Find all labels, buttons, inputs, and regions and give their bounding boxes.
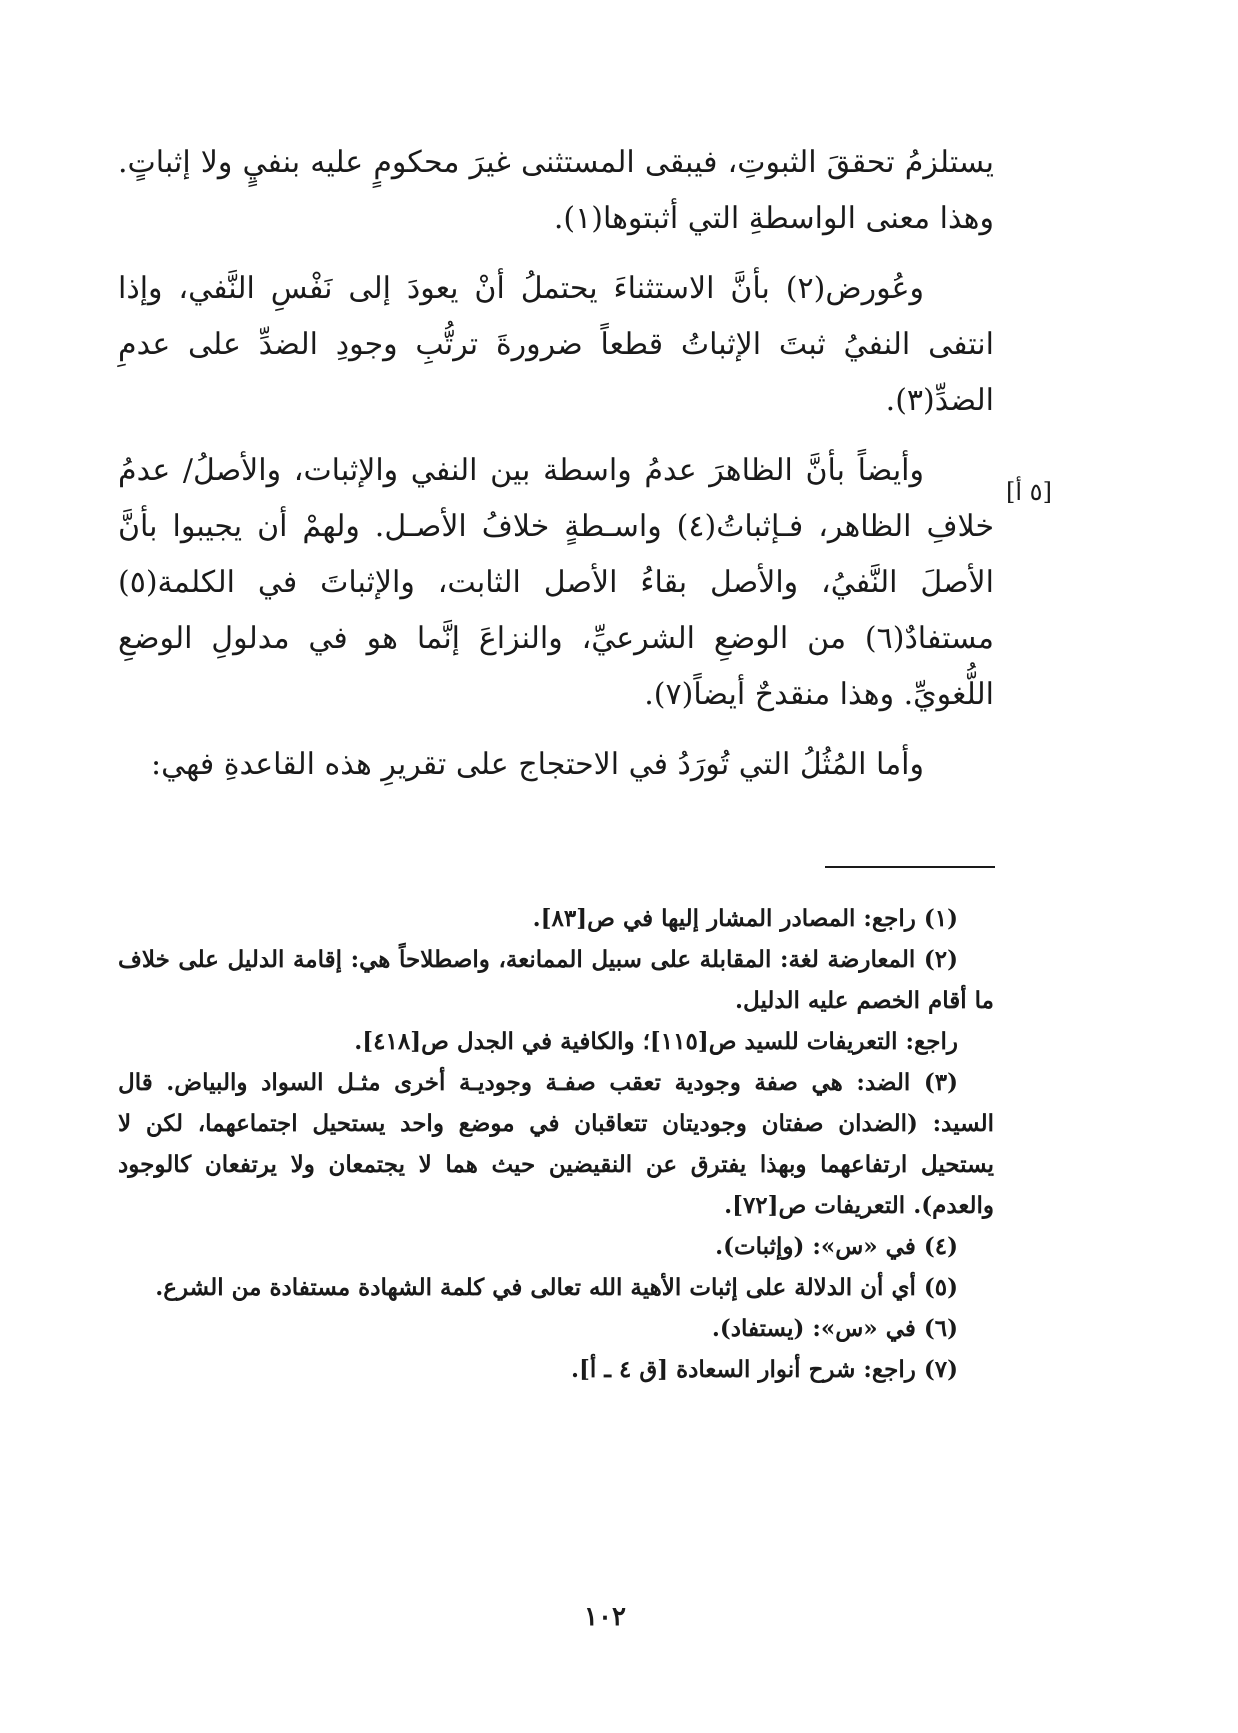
folio-margin-marker: [٥ أ] <box>1006 478 1052 506</box>
footnote-3: (٣) الضد: هي صفة وجودية تعقب صفـة وجوديـة أخرى مثـل السواد والبياض. قال السيد: (الضدان صفتان وجوديتان تتعاقبان في موضع واحد يستحيل اجتماعهما، لكن لا يستحيل ارتفاعهما وبهذا يفترق عن النقيضين حيث هما لا يجتمعان ولا يرتفعان كالوجود والعدم). التعريفات ص[٧٢]. <box>118 1069 994 1219</box>
footnotes-section <box>118 898 994 1390</box>
main-text-body <box>118 135 994 807</box>
main-paragraph-3: وأيضاً بأنَّ الظاهرَ عدمُ واسطة بين النفي والإثبات، والأصلُ/ عدمُ خلافِ الظاهر، فـإثباتُ(٤) واسـطةٍ خلافُ الأصـل. ولهمْ أن يجيبوا بأنَّ الأصلَ النَّفيُ، والأصل بقاءُ الأصل الثابت، والإثباتَ في الكلمة(٥) مستفادٌ(٦) من الوضعِ الشرعيِّ، والنزاعَ إنَّما هو في مدلولِ الوضعِ اللُّغويِّ. وهذا منقدحٌ أيضاً(٧). <box>118 453 994 712</box>
footnote-5: (٥) أي أن الدلالة على إثبات الأهية الله تعالى في كلمة الشهادة مستفادة من الشرع. <box>155 1274 958 1301</box>
footnote-1: (١) راجع: المصادر المشار إليها في ص[٨٣]. <box>532 905 958 932</box>
main-paragraph-2: وعُورض(٢) بأنَّ الاستثناءَ يحتملُ أنْ يعودَ إلى نَفْسِ النَّفي، وإذا انتفى النفيُ ثبتَ الإثباتُ قطعاً ضرورةَ ترتُّبِ وجودِ الضدِّ على عدمِ الضدِّ(٣). <box>118 271 994 418</box>
page-number: ١٠٢ <box>584 1602 626 1632</box>
footnote-2: (٢) المعارضة لغة: المقابلة على سبيل الممانعة، واصطلاحاً هي: إقامة الدليل على خلاف ما أقام الخصم عليه الدليل. <box>118 946 994 1014</box>
main-paragraph-1: يستلزمُ تحققَ الثبوتِ، فيبقى المستثنى غيرَ محكومٍ عليه بنفيٍ ولا إثباتٍ. وهذا معنى الواسطةِ التي أثبتوها(١). <box>118 145 994 236</box>
footnote-7: (٧) راجع: شرح أنوار السعادة [ق ٤ ـ أ]. <box>570 1356 958 1383</box>
footnote-4: (٤) في «س»: (وإثبات). <box>715 1233 958 1260</box>
footnote-separator <box>825 866 995 868</box>
footnote-2-reference: راجع: التعريفات للسيد ص[١١٥]؛ والكافية في الجدل ص[٤١٨]. <box>354 1028 958 1055</box>
main-paragraph-4: وأما المُثُلُ التي تُورَدُ في الاحتجاج على تقريرِ هذه القاعدةِ فهي: <box>150 747 924 782</box>
footnote-6: (٦) في «س»: (يستفاد). <box>711 1315 958 1342</box>
